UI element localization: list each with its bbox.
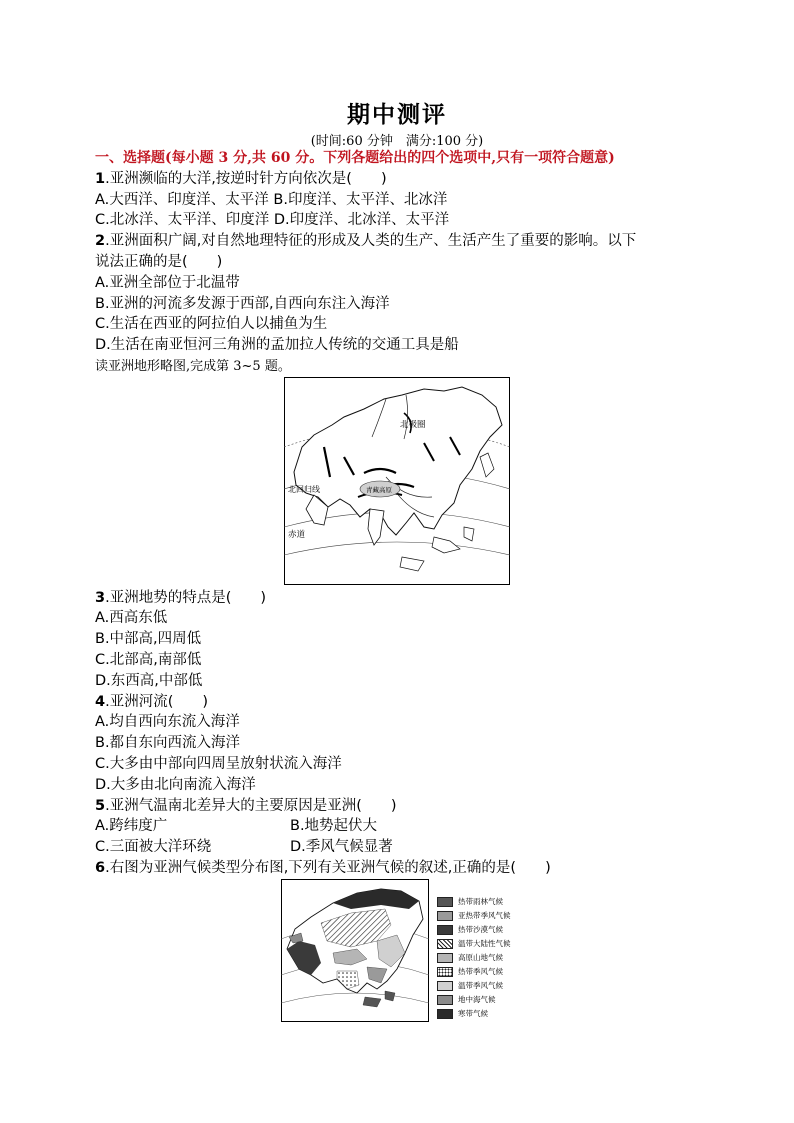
question-1-stem bbox=[95, 169, 387, 189]
legend-swatch bbox=[437, 953, 453, 963]
legend-label: 热带季风气候 bbox=[458, 967, 503, 976]
legend-item bbox=[437, 896, 503, 907]
question-text: .右图为亚洲气候类型分布图,下列有关亚洲气候的叙述,正确的是( ) bbox=[105, 860, 551, 876]
question-text: .亚洲气温南北差异大的主要原因是亚洲( ) bbox=[105, 798, 397, 814]
legend-swatch bbox=[437, 967, 453, 977]
legend-label: 温带季风气候 bbox=[458, 981, 503, 990]
asia-terrain-map bbox=[284, 377, 510, 585]
question-number: 6 bbox=[95, 860, 106, 876]
question-3-option-c: C.北部高,南部低 bbox=[95, 652, 202, 668]
legend-swatch bbox=[437, 1009, 453, 1019]
legend-label: 高原山地气候 bbox=[458, 953, 503, 962]
legend-item bbox=[437, 980, 503, 991]
legend-swatch bbox=[437, 981, 453, 991]
question-3-option-b: B.中部高,四周低 bbox=[95, 631, 202, 647]
legend-item bbox=[437, 1008, 488, 1019]
question-number: 1 bbox=[95, 171, 106, 187]
question-6-stem bbox=[95, 858, 551, 878]
question-3-option-a: A.西高东低 bbox=[95, 610, 168, 626]
question-text: .亚洲地势的特点是( ) bbox=[105, 590, 267, 606]
asia-climate-map bbox=[281, 879, 429, 1022]
question-4-option-d: D.大多由北向南流入海洋 bbox=[95, 777, 256, 793]
page-title: 期中测评 bbox=[347, 102, 447, 128]
question-5-stem bbox=[95, 796, 397, 816]
question-5-option-b: B.地势起伏大 bbox=[290, 818, 378, 834]
question-5-option-a: A.跨纬度广 bbox=[95, 818, 168, 834]
legend-label: 热带沙漠气候 bbox=[458, 925, 503, 934]
legend-label: 温带大陆性气候 bbox=[458, 939, 511, 948]
question-2-stem-cont: 说法正确的是( ) bbox=[95, 254, 223, 270]
question-number: 4 bbox=[95, 694, 106, 710]
question-number: 3 bbox=[95, 590, 106, 606]
question-3-stem bbox=[95, 588, 266, 608]
legend-label: 亚热带季风气候 bbox=[458, 911, 511, 920]
tropic-of-cancer-label: 北回归线 bbox=[288, 485, 320, 494]
legend-item bbox=[437, 966, 503, 977]
question-5-options-cd bbox=[95, 837, 393, 857]
question-text: .亚洲面积广阔,对自然地理特征的形成及人类的生产、生活产生了重要的影响。以下 bbox=[105, 233, 637, 249]
equator-label: 赤道 bbox=[288, 530, 306, 540]
legend-item bbox=[437, 938, 511, 949]
question-1-options-ab: A.大西洋、印度洋、太平洋 B.印度洋、太平洋、北冰洋 bbox=[95, 192, 448, 208]
question-1-options-cd: C.北冰洋、太平洋、印度洋 D.印度洋、北冰洋、太平洋 bbox=[95, 212, 450, 228]
legend-swatch bbox=[437, 995, 453, 1005]
legend-label: 寒带气候 bbox=[458, 1009, 488, 1018]
legend-item bbox=[437, 924, 503, 935]
legend-swatch bbox=[437, 939, 453, 949]
question-text: .亚洲濒临的大洋,按逆时针方向依次是( ) bbox=[105, 171, 387, 187]
question-4-option-c: C.大多由中部向四周呈放射状流入海洋 bbox=[95, 756, 342, 772]
question-number: 2 bbox=[95, 233, 106, 249]
legend-item bbox=[437, 910, 511, 921]
tibetan-plateau-label: 青藏高原 bbox=[366, 486, 392, 494]
question-5-options-ab bbox=[95, 816, 378, 836]
legend-label: 地中海气候 bbox=[458, 995, 496, 1004]
legend-swatch bbox=[437, 911, 453, 921]
question-2-option-c: C.生活在西亚的阿拉伯人以捕鱼为生 bbox=[95, 316, 328, 332]
question-3-option-d: D.东西高,中部低 bbox=[95, 673, 203, 689]
question-5-option-c: C.三面被大洋环绕 bbox=[95, 839, 212, 855]
legend-item bbox=[437, 994, 496, 1005]
question-4-stem bbox=[95, 692, 208, 712]
question-4-option-a: A.均自西向东流入海洋 bbox=[95, 714, 240, 730]
arctic-circle-label: 北极圈 bbox=[400, 420, 426, 430]
legend-label: 热带雨林气候 bbox=[458, 897, 503, 906]
question-text: .亚洲河流( ) bbox=[105, 694, 209, 710]
question-2-option-b: B.亚洲的河流多发源于西部,自西向东注入海洋 bbox=[95, 296, 390, 312]
legend-swatch bbox=[437, 897, 453, 907]
legend-swatch bbox=[437, 925, 453, 935]
question-number: 5 bbox=[95, 798, 106, 814]
question-2-option-d: D.生活在南亚恒河三角洲的孟加拉人传统的交通工具是船 bbox=[95, 337, 459, 353]
question-5-option-d: D.季风气候显著 bbox=[290, 839, 393, 855]
page-subtitle: (时间:60 分钟 满分:100 分) bbox=[310, 134, 484, 149]
reading-instruction: 读亚洲地形略图,完成第 3~5 题。 bbox=[95, 359, 291, 374]
question-4-option-b: B.都自东向西流入海洋 bbox=[95, 735, 241, 751]
legend-item bbox=[437, 952, 503, 963]
section-heading: 一、选择题(每小题 3 分,共 60 分。下列各题给出的四个选项中,只有一项符合题意) bbox=[95, 150, 615, 166]
question-2-stem bbox=[95, 231, 636, 251]
question-2-option-a: A.亚洲全部位于北温带 bbox=[95, 275, 240, 291]
